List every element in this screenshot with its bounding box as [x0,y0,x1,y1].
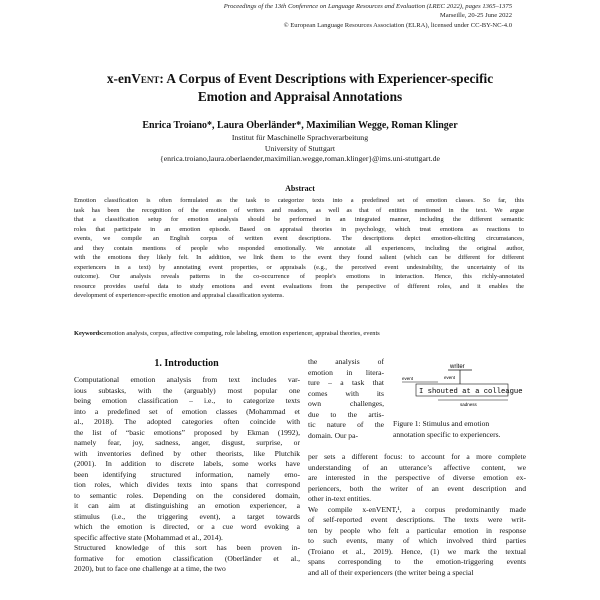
caption-line: Figure 1: Stimulus and emotion [393,419,490,428]
text-line: are interested in the perspective of diverse emotion ex- [308,473,526,482]
text-line: with inventories defined by other theorists, like Plutchik [74,448,300,458]
location-line: Marseille, 20-25 June 2022 [439,12,512,20]
text-line: ten by people who felt a particular emotion in response [308,525,526,535]
text-line: outcome). Our analysis reveals patterns in the co-occurrence of people's emotions in interaction. Hence, this richly-annotated [74,273,524,280]
title-line1: : A Corpus of Event Descriptions with Experiencer-specific [159,71,494,86]
paper-title [50,70,550,106]
text-line: periencers, both the writer of an event description and [308,483,526,493]
email-line: {enrica.troiano,laura.oberlaender,maximilian.wegge,roman.klinger}@ims.uni-stuttgart.de [159,154,440,163]
section-heading: 1. Introduction [154,358,219,369]
text-line: that a classification setup for emotion analysis should be performed in an integrated manner, including the different semantic [74,216,524,223]
author-list: Enrica Troiano*, Laura Oberländer*, Maximilian Wegge, Roman Klinger [142,120,458,131]
figure-diagram [398,360,524,410]
text-line: ious subtasks, with the (arguably) most popular one [74,385,300,395]
text-line: Emotion classification is often formulated as the task to categorize texts into a predefined set of emotion classes. So far, this [74,197,524,204]
text-line: namely fear, joy, sadness, anger, disgust, surprise, or [74,438,300,447]
text-line: which the emotion is directed, or a cue word evoking a [74,522,300,531]
text-line: development of experiencer-specific emotion and appraisal classification systems. [74,292,284,299]
text-line: tion roles, which divides texts into spans that correspond [74,480,300,489]
text-line: and they contain mentions of people who responded emotionally. We annotate all experiencers, including the original author, [74,244,524,252]
affiliation-line: Institut für Maschinelle Sprachverarbeitung [231,133,369,142]
text-line: to semantic roles. Depending on the considered domain, [74,490,300,500]
title-small-caps: Vent [131,71,160,86]
event-label-top: event [444,375,456,380]
text-line: to such events, many of which involved third parties [308,536,526,545]
text-line: stimulus (i.e., the triggering event), a target towards [74,511,300,521]
title-line2: Emotion and Appraisal Annotations [197,89,403,104]
text-line: spans corresponding to the emotion-triggering events [308,557,526,566]
text-line: Structured knowledge of this sort has been proven in- [74,543,300,552]
text-line: own challenges, [308,399,384,408]
intro-column-wrap [308,357,384,441]
text-line: ture – a task that [308,378,384,387]
text-line: comes with its [308,388,384,398]
text-line: per sets a different focus: to account for a more complete [308,452,526,461]
text-line: resource provides useful data to study emotions and event evaluations from the perspective of different roles, and it enables the [74,282,524,290]
figure-sentence: I shouted at a colleague [419,388,523,396]
intro-column-left [74,375,300,575]
text-line: (Troiano et al., 2019). Hence, (1) we mark the textual [308,546,526,556]
text-line: events, we compile an English corpus of written event descriptions. The descriptions depict emotion-eliciting circumstances, [74,235,524,242]
text-line: of self-reported event descriptions. The texts were writ- [308,515,526,524]
text-line: understanding of an utterance’s affective content, we [308,462,526,472]
text-line: roles that participate in an emotion episode. Based on appraisal theories in psychology, which treat emotions as reactions to [74,225,524,233]
text-line: and all of their experiencers (the writer being a special [308,567,474,577]
affiliation [40,133,560,165]
text-line: formative for emotion classification (Oberländer et al., [74,553,300,563]
text-line: experiencers in a text) by annotating event properties, or appraisals (e.g., the perceived event undesirability, the uncertainty of its [74,263,524,271]
writer-label: writer [450,364,465,370]
license-line: © European Language Resources Association (ELRA), licensed under CC-BY-NC-4.0 [283,21,512,29]
text-line: been identifying structured information, namely emo- [74,469,300,479]
right-label: sadness [460,402,477,407]
keywords-label: Keywords: [74,330,104,337]
text-line: it can aim at distinguishing an emotion experiencer, a [74,501,300,510]
text-line: 2020), but to face one challenge at a time, the two [74,564,226,573]
abstract-heading: Abstract [285,184,315,193]
text-line: We compile x-enVENT,¹, a corpus predominantly made [308,504,526,514]
text-line: domain. Our pa- [308,430,358,440]
text-line: the analysis of [308,357,384,366]
text-line: with the emotions they likely felt. In addition, we link them to the event they found salient (which can be different for different [74,254,524,261]
text-line: (2001). In addition to discrete labels, some works have [74,459,300,468]
title-prefix: x-en [106,71,132,86]
keywords-text: emotion analysis, corpus, affective computing, role labeling, emotion experiencer, appraisal theories, events [103,330,380,337]
text-line: al., 2018). The adopted categories often coincide with [74,417,300,426]
text-line: into a predefined set of emotion classes (Mohammad et [74,406,300,416]
text-line: specific affective state (Mohammad et al., 2014). [74,532,223,542]
figure-caption [393,419,527,440]
text-line: due to the artis- [308,409,384,419]
figure-1 [398,360,524,410]
text-line: emotion in litera- [308,367,384,377]
abstract-body [74,196,524,301]
left-label: event [402,376,414,381]
proceedings-line: Proceedings of the 13th Conference on Language Resources and Evaluation (LREC 2022), pages 1365–1375 [223,3,512,10]
intro-column-right [308,452,526,578]
text-line: tic nature of the [308,420,384,429]
proceedings-header [92,2,512,30]
text-line: the list of “basic emotions” proposed by Ekman (1992), [74,427,300,437]
keywords [74,330,524,337]
caption-line: annotation specific to experiencers. [393,429,501,439]
text-line: Computational emotion analysis from text includes var- [74,375,300,384]
text-line: task has been the recognition of the emotion of writers and readers, as well as that of entities mentioned in the text. We argue [74,206,524,214]
affiliation-line: University of Stuttgart [264,143,336,153]
text-line: other in-text entities. [308,494,372,503]
text-line: being emotion classification – i.e., to categorize texts [74,396,300,405]
